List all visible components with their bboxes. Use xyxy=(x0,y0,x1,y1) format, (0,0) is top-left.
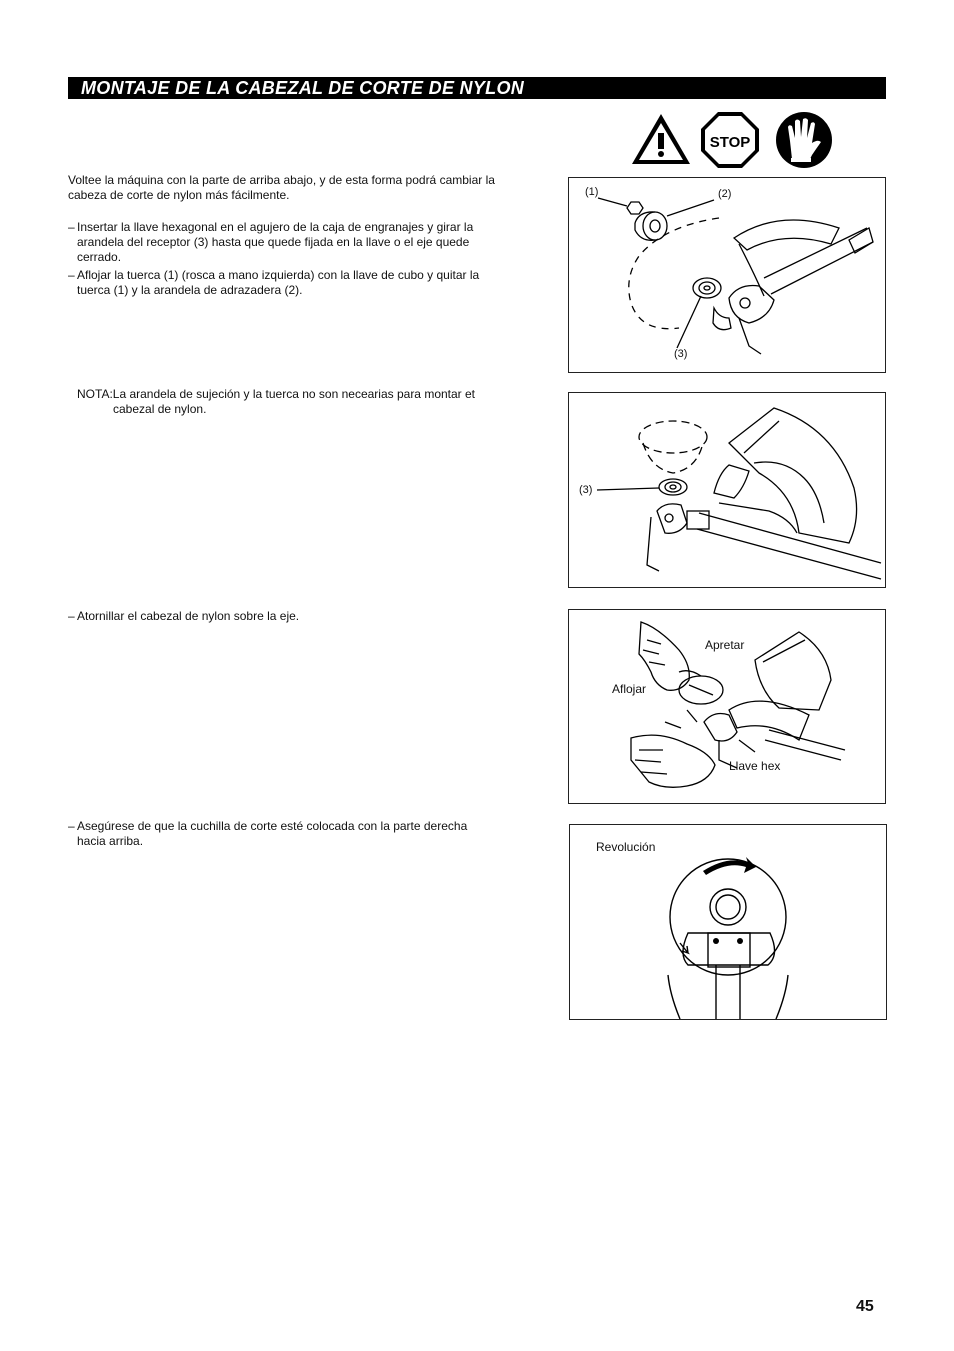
figure-remove-nut-drawing xyxy=(569,178,885,372)
stop-sign-icon xyxy=(701,112,759,168)
note: NOTA:La arandela de sujeción y la tuerca no son necearias para montar et cabezal de nylon. xyxy=(77,387,476,416)
page-title: MONTAJE DE LA CABEZAL DE CORTE DE NYLON xyxy=(81,78,525,98)
stop-sign-label: STOP xyxy=(709,134,751,151)
figure-receiver-washer xyxy=(568,392,886,588)
figure-remove-nut xyxy=(568,177,886,373)
label-washer: (2) xyxy=(718,188,732,200)
label-hex-key: Llave hex xyxy=(729,759,781,773)
figure-screw-head xyxy=(568,609,886,804)
intro-text: Voltee la máquina con la parte de arriba abajo, y de esta forma podrá cambiar la cabeza de corte de nylon más fácilmente. xyxy=(68,173,495,202)
step-item: – Aflojar la tuerca (1) (rosca a mano izquierda) con la llave de cubo y quitar la tuerca (1) y la arandela de adrazadera (2). xyxy=(68,268,480,297)
gloves-icon xyxy=(776,112,832,168)
step-item: – Asegúrese de que la cuchilla de corte esté colocada con la parte derecha hacia arriba. xyxy=(68,819,468,848)
figure-rotation-drawing xyxy=(570,825,886,1019)
step-item: – Insertar la llave hexagonal en el agujero de la caja de engranajes y girar la arandela del receptor (3) hasta que quede fijada en la llave o el eje quede cerrado. xyxy=(68,220,474,264)
warning-triangle-icon xyxy=(632,114,690,164)
label-rotation: Revolución xyxy=(596,840,656,854)
section-title-bar xyxy=(68,77,886,99)
step-item: – Atornillar el cabezal de nylon sobre la eje. xyxy=(68,609,300,623)
figure-rotation xyxy=(569,824,887,1020)
label-loosen: Aflojar xyxy=(612,682,647,696)
label-tighten: Apretar xyxy=(705,638,745,652)
label-nut: (1) xyxy=(585,186,599,198)
label-receiver: (3) xyxy=(579,484,593,496)
page-number: 45 xyxy=(856,1298,874,1315)
warning-icons xyxy=(630,111,835,169)
figure-receiver-washer-drawing xyxy=(569,393,885,587)
label-receiver: (3) xyxy=(674,348,688,360)
